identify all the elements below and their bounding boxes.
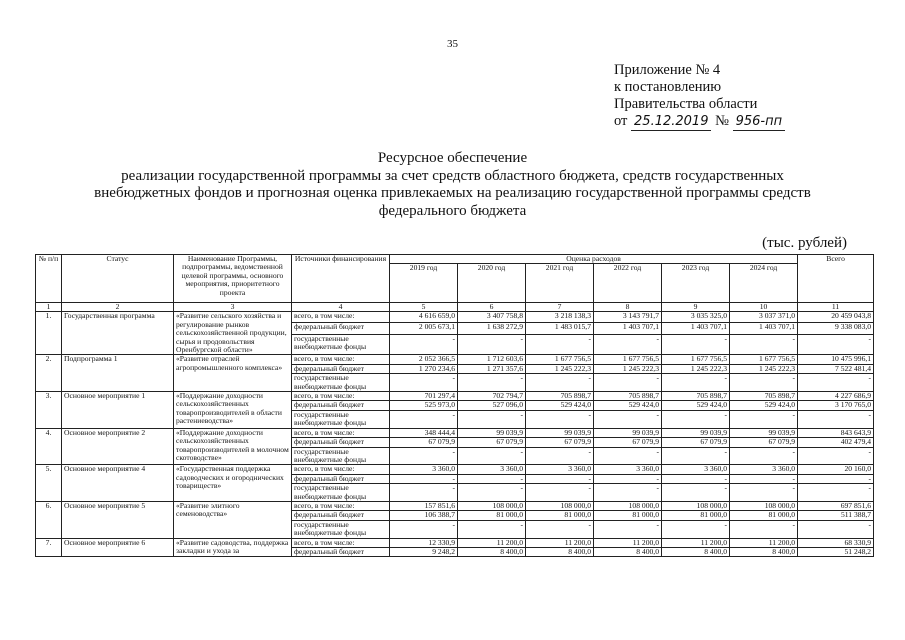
row-total-value: - (798, 410, 874, 428)
row-year-value: 1 245 222,3 (526, 364, 594, 373)
row-total-value: 697 851,6 (798, 501, 874, 510)
row-year-value: - (730, 410, 798, 428)
row-year-value: - (458, 474, 526, 483)
row-year-value: 1 403 707,1 (662, 323, 730, 334)
row-year-value: 11 200,0 (526, 538, 594, 547)
row-year-value: 1 712 603,6 (458, 355, 526, 364)
row-year-value: - (458, 410, 526, 428)
row-year-value: - (458, 374, 526, 392)
row-year-value: 81 000,0 (594, 511, 662, 520)
row-year-value: 108 000,0 (594, 501, 662, 510)
title-line-3: внебюджетных фондов и прогнозная оценка привлекаемых на реализацию государственной программы средств (94, 185, 811, 201)
table-body (36, 312, 874, 557)
row-source: государственные внебюджетные фонды (292, 520, 390, 538)
row-source: всего, в том числе: (292, 312, 390, 323)
row-year-value: - (662, 334, 730, 355)
units-label: (тыс. рублей) (762, 235, 847, 251)
row-year-value: 8 400,0 (662, 547, 730, 556)
row-year-value: - (390, 334, 458, 355)
row-year-value: - (526, 410, 594, 428)
row-source: всего, в том числе: (292, 538, 390, 547)
row-year-value: - (526, 334, 594, 355)
row-year-value: 3 360,0 (662, 465, 730, 474)
row-year-value: 4 616 659,0 (390, 312, 458, 323)
row-year-value: 705 898,7 (730, 392, 798, 401)
row-year-value: 701 297,4 (390, 392, 458, 401)
row-total-value: - (798, 484, 874, 502)
row-year-value: 529 424,0 (662, 401, 730, 410)
header-num: № п/п (36, 255, 62, 303)
row-year-value: - (662, 374, 730, 392)
row-year-value: 1 483 015,7 (526, 323, 594, 334)
row-year-value: 705 898,7 (526, 392, 594, 401)
row-year-value: 527 096,0 (458, 401, 526, 410)
row-source: федеральный бюджет (292, 547, 390, 556)
row-total-value: - (798, 447, 874, 465)
header-estimate: Оценка расходов (390, 255, 798, 264)
row-year-value: 8 400,0 (526, 547, 594, 556)
header-source: Источники финансирования (292, 255, 390, 303)
row-year-value: - (594, 520, 662, 538)
table-row (36, 428, 874, 437)
row-year-value: 81 000,0 (526, 511, 594, 520)
row-year-value: - (662, 447, 730, 465)
row-year-value: 11 200,0 (730, 538, 798, 547)
row-year-value: - (594, 374, 662, 392)
row-year-value: 3 360,0 (390, 465, 458, 474)
row-source: государственные внебюджетные фонды (292, 374, 390, 392)
row-source: государственные внебюджетные фонды (292, 334, 390, 355)
row-year-value: - (662, 520, 730, 538)
row-year-value: - (594, 447, 662, 465)
row-year-value: - (730, 474, 798, 483)
row-year-value: - (390, 410, 458, 428)
row-year-value: 3 037 371,0 (730, 312, 798, 323)
row-year-value: 108 000,0 (730, 501, 798, 510)
table-row (36, 355, 874, 364)
row-number: 3. (36, 392, 62, 429)
row-source: федеральный бюджет (292, 401, 390, 410)
row-year-value: 67 079,9 (730, 438, 798, 447)
row-year-value: 11 200,0 (662, 538, 730, 547)
row-year-value: 106 388,7 (390, 511, 458, 520)
row-year-value: 1 677 756,5 (526, 355, 594, 364)
row-year-value: 705 898,7 (662, 392, 730, 401)
row-year-value: - (390, 447, 458, 465)
row-year-value: - (662, 484, 730, 502)
row-year-value: 1 638 272,9 (458, 323, 526, 334)
row-source: федеральный бюджет (292, 364, 390, 373)
row-year-value: - (390, 474, 458, 483)
row-year-value: 3 360,0 (526, 465, 594, 474)
row-year-value: - (730, 334, 798, 355)
row-year-value: - (458, 447, 526, 465)
row-year-value: 1 245 222,3 (730, 364, 798, 373)
table-row (36, 538, 874, 547)
row-status: Основное мероприятие 1 (62, 392, 174, 429)
row-year-value: 1 270 234,6 (390, 364, 458, 373)
row-year-value: - (458, 334, 526, 355)
page-number: 35 (447, 38, 458, 50)
appendix-line-1: Приложение № 4 (614, 62, 721, 78)
table-row (36, 312, 874, 323)
row-number: 1. (36, 312, 62, 355)
row-year-value: - (730, 484, 798, 502)
header-status: Статус (62, 255, 174, 303)
row-year-value: - (594, 410, 662, 428)
row-year-value: 99 039,9 (526, 428, 594, 437)
row-year-value: 99 039,9 (730, 428, 798, 437)
header-year: 2022 год (594, 264, 662, 303)
row-year-value: - (458, 484, 526, 502)
row-year-value: 1 677 756,5 (730, 355, 798, 364)
row-year-value: 702 794,7 (458, 392, 526, 401)
row-year-value: - (526, 447, 594, 465)
row-year-value: 81 000,0 (730, 511, 798, 520)
row-total-value: - (798, 374, 874, 392)
row-name: «Развитие садоводства, поддержка закладки и ухода за (174, 538, 292, 557)
row-year-value: 1 245 222,3 (662, 364, 730, 373)
appendix-line-2: к постановлению (614, 79, 722, 95)
row-year-value: 81 000,0 (458, 511, 526, 520)
row-year-value: 2 005 673,1 (390, 323, 458, 334)
row-year-value: 8 400,0 (458, 547, 526, 556)
column-index: 10 (730, 303, 798, 312)
column-index: 9 (662, 303, 730, 312)
row-year-value: 108 000,0 (458, 501, 526, 510)
column-index: 6 (458, 303, 526, 312)
row-source: федеральный бюджет (292, 511, 390, 520)
row-year-value: - (526, 520, 594, 538)
row-year-value: - (594, 484, 662, 502)
row-total-value: - (798, 474, 874, 483)
row-year-value: 67 079,9 (594, 438, 662, 447)
row-number: 5. (36, 465, 62, 502)
row-name: «Поддержание доходности сельскохозяйственных товаропроизводителей в области растениеводства» (174, 392, 292, 429)
row-status: Основное мероприятие 2 (62, 428, 174, 465)
row-total-value: 511 388,7 (798, 511, 874, 520)
title-line-2: реализации государственной программы за счет средств областного бюджета, средств государственных (121, 167, 784, 184)
header-year: 2024 год (730, 264, 798, 303)
row-total-value: 20 459 043,8 (798, 312, 874, 323)
row-year-value: 3 035 325,0 (662, 312, 730, 323)
row-year-value: - (730, 520, 798, 538)
row-total-value: 843 643,9 (798, 428, 874, 437)
column-index: 4 (292, 303, 390, 312)
row-year-value: 67 079,9 (390, 438, 458, 447)
row-year-value: 67 079,9 (662, 438, 730, 447)
row-year-value: - (526, 484, 594, 502)
row-year-value: 3 360,0 (458, 465, 526, 474)
column-index: 3 (174, 303, 292, 312)
row-year-value: 3 218 138,3 (526, 312, 594, 323)
row-source: федеральный бюджет (292, 438, 390, 447)
row-source: всего, в том числе: (292, 428, 390, 437)
row-year-value: - (594, 474, 662, 483)
row-year-value: 3 143 791,7 (594, 312, 662, 323)
row-total-value: 9 338 083,0 (798, 323, 874, 334)
row-number: 2. (36, 355, 62, 392)
row-year-value: 1 677 756,5 (662, 355, 730, 364)
row-name: «Развитие элитного семеноводства» (174, 501, 292, 538)
row-year-value: - (390, 484, 458, 502)
row-status: Государственная программа (62, 312, 174, 355)
row-year-value: 3 360,0 (594, 465, 662, 474)
row-year-value: - (458, 520, 526, 538)
row-year-value: 1 677 756,5 (594, 355, 662, 364)
row-source: федеральный бюджет (292, 323, 390, 334)
row-total-value: - (798, 520, 874, 538)
header-year: 2021 год (526, 264, 594, 303)
table-row (36, 465, 874, 474)
row-year-value: - (662, 474, 730, 483)
from-label: от (614, 113, 628, 129)
row-source: государственные внебюджетные фонды (292, 447, 390, 465)
row-year-value: 529 424,0 (526, 401, 594, 410)
header-name: Наименование Программы, подпрограммы, ведомственной целевой программы, основного мероприятия, приоритетного проекта (174, 255, 292, 303)
row-year-value: 11 200,0 (594, 538, 662, 547)
row-year-value: 1 403 707,1 (594, 323, 662, 334)
row-year-value: - (594, 334, 662, 355)
column-index: 8 (594, 303, 662, 312)
header-year: 2023 год (662, 264, 730, 303)
row-year-value: 1 245 222,3 (594, 364, 662, 373)
row-source: всего, в том числе: (292, 465, 390, 474)
row-total-value: 4 227 686,9 (798, 392, 874, 401)
row-total-value: 20 160,0 (798, 465, 874, 474)
header-year: 2020 год (458, 264, 526, 303)
row-name: «Государственная поддержка садоводческих и огороднических товариществ» (174, 465, 292, 502)
row-year-value: 157 851,6 (390, 501, 458, 510)
row-status: Основное мероприятие 5 (62, 501, 174, 538)
column-index: 2 (62, 303, 174, 312)
row-year-value: 99 039,9 (662, 428, 730, 437)
row-year-value: 11 200,0 (458, 538, 526, 547)
row-name: «Развитие отраслей агропромышленного комплекса» (174, 355, 292, 392)
column-index: 11 (798, 303, 874, 312)
row-year-value: 12 330,9 (390, 538, 458, 547)
appendix-date-line (614, 113, 785, 131)
column-index: 1 (36, 303, 62, 312)
row-year-value: 3 360,0 (730, 465, 798, 474)
row-total-value: 7 522 481,4 (798, 364, 874, 373)
row-year-value: 108 000,0 (662, 501, 730, 510)
row-status: Основное мероприятие 4 (62, 465, 174, 502)
row-total-value: 402 479,4 (798, 438, 874, 447)
row-year-value: - (526, 374, 594, 392)
decree-date: 25.12.2019 (631, 113, 711, 131)
row-year-value: 81 000,0 (662, 511, 730, 520)
row-source: государственные внебюджетные фонды (292, 410, 390, 428)
row-year-value: 8 400,0 (730, 547, 798, 556)
row-source: всего, в том числе: (292, 392, 390, 401)
row-year-value: 99 039,9 (458, 428, 526, 437)
row-year-value: - (662, 410, 730, 428)
row-year-value: 67 079,9 (526, 438, 594, 447)
row-year-value: 348 444,4 (390, 428, 458, 437)
row-total-value: 51 248,2 (798, 547, 874, 556)
row-year-value: 9 248,2 (390, 547, 458, 556)
row-source: федеральный бюджет (292, 474, 390, 483)
row-number: 4. (36, 428, 62, 465)
row-year-value: - (730, 447, 798, 465)
row-source: государственные внебюджетные фонды (292, 484, 390, 502)
row-year-value: 525 973,0 (390, 401, 458, 410)
row-year-value: 67 079,9 (458, 438, 526, 447)
row-status: Основное мероприятие 6 (62, 538, 174, 557)
number-label: № (715, 113, 729, 129)
row-year-value: 529 424,0 (730, 401, 798, 410)
row-total-value: 68 330,9 (798, 538, 874, 547)
row-year-value: - (526, 474, 594, 483)
header-row-1 (36, 255, 874, 264)
row-year-value: - (390, 374, 458, 392)
appendix-block (614, 62, 785, 131)
title-line-1: Ресурсное обеспечение (377, 150, 528, 166)
column-index: 7 (526, 303, 594, 312)
row-year-value: - (730, 374, 798, 392)
row-year-value: 8 400,0 (594, 547, 662, 556)
table-row (36, 392, 874, 401)
document-title (40, 150, 865, 220)
row-name: «Развитие сельского хозяйства и регулирование рынков сельскохозяйственной продукции, сырья и продовольствия Оренбургской области» (174, 312, 292, 355)
row-source: всего, в том числе: (292, 355, 390, 364)
row-status: Подпрограмма 1 (62, 355, 174, 392)
header-year: 2019 год (390, 264, 458, 303)
row-total-value: 3 170 765,0 (798, 401, 874, 410)
column-index: 5 (390, 303, 458, 312)
row-year-value: - (390, 520, 458, 538)
header-total: Всего (798, 255, 874, 303)
row-year-value: 2 052 366,5 (390, 355, 458, 364)
row-number: 6. (36, 501, 62, 538)
decree-number: 956-пп (733, 113, 786, 131)
row-total-value: 10 475 996,1 (798, 355, 874, 364)
row-total-value: - (798, 334, 874, 355)
column-index-row (36, 303, 874, 312)
row-number: 7. (36, 538, 62, 557)
row-year-value: 1 403 707,1 (730, 323, 798, 334)
row-name: «Поддержание доходности сельскохозяйственных товаропроизводителей в молочном скотоводстве» (174, 428, 292, 465)
row-year-value: 529 424,0 (594, 401, 662, 410)
row-year-value: 705 898,7 (594, 392, 662, 401)
title-line-4: федерального бюджета (378, 202, 527, 219)
row-year-value: 108 000,0 (526, 501, 594, 510)
appendix-line-3: Правительства области (614, 96, 758, 112)
row-year-value: 99 039,9 (594, 428, 662, 437)
row-year-value: 1 271 357,6 (458, 364, 526, 373)
row-source: всего, в том числе: (292, 501, 390, 510)
row-year-value: 3 407 758,8 (458, 312, 526, 323)
table-row (36, 501, 874, 510)
resource-table (35, 254, 874, 557)
